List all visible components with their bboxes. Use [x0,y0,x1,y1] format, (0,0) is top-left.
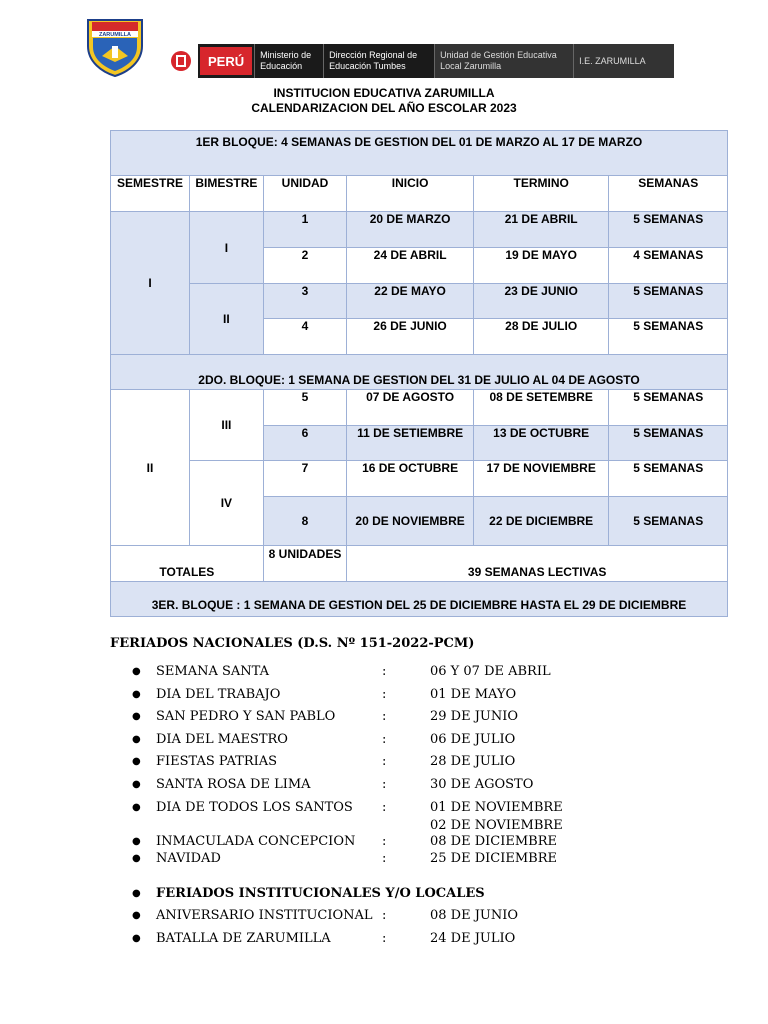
bloque-2-row: 2DO. BLOQUE: 1 SEMANA DE GESTION DEL 31 DE JULIO AL 04 DE AGOSTO [111,355,728,390]
list-item: ● SEMANA SANTA : 06 Y 07 DE ABRIL [110,661,474,684]
holiday-date: 30 DE AGOSTO [430,776,534,792]
termino-cell: 28 DE JULIO [473,319,608,355]
holiday-name: ANIVERSARIO INSTITUCIONAL [156,908,373,924]
list-item: ● INMACULADA CONCEPCION : 08 DE DICIEMBRE [132,833,557,849]
holiday-name: DIA DEL MAESTRO [156,731,288,747]
bullet-icon: ● [132,778,141,790]
holiday-date: 25 DE DICIEMBRE [430,850,557,866]
totales-semanas: 39 SEMANAS LECTIVAS [347,546,728,582]
bimestre-cell: III [190,390,264,461]
semanas-cell: 5 SEMANAS [609,426,728,461]
semestre-cell: II [111,390,190,546]
holiday-date: 28 DE JULIO [430,754,516,770]
bimestre-cell: II [190,284,264,355]
totales-unidades: 8 UNIDADES [263,546,347,582]
bloque-3-row: 3ER. BLOQUE : 1 SEMANA DE GESTION DEL 25 DE DICIEMBRE HASTA EL 29 DE DICIEMBRE [111,582,728,617]
table-row [111,284,728,319]
bullet-icon: ● [132,835,141,847]
holiday-date: 01 DE MAYO [430,686,517,702]
holiday-date: 08 DE DICIEMBRE [430,833,557,849]
bullet-icon: ● [132,756,141,768]
school-shield-logo [84,16,146,78]
holiday-date: 24 DE JULIO [430,930,516,946]
list-item: ● BATALLA DE ZARUMILLA : 24 DE JULIO [110,928,474,951]
unidad-cell: 1 [263,212,347,248]
unidad-cell: 4 [263,319,347,355]
holiday-date [430,799,563,835]
table-row [111,390,728,426]
bullet-icon: ● [132,801,141,813]
unidad-cell: 2 [263,248,347,284]
header-semestre: SEMESTRE [111,176,190,212]
termino-cell: 21 DE ABRIL [473,212,608,248]
totales-label: TOTALES [111,546,264,582]
holiday-date: 06 DE JULIO [430,731,516,747]
ie-label: I.E. ZARUMILLA [573,44,674,78]
direccion-label: Dirección Regional de Educación Tumbes [323,44,434,78]
holiday-date: 06 Y 07 DE ABRIL [430,664,551,679]
holiday-name: INMACULADA CONCEPCION [156,833,356,849]
inicio-cell: 20 DE MARZO [347,212,474,248]
termino-cell: 08 DE SETEMBRE [473,390,608,426]
bullet-icon: ● [132,711,141,723]
holiday-name: DIA DE TODOS LOS SANTOS [156,799,353,815]
semanas-cell: 5 SEMANAS [609,461,728,497]
calendar-title: CALENDARIZACION DEL AÑO ESCOLAR 2023 [251,101,517,115]
header-unidad: UNIDAD [263,176,347,212]
list-item: ● DIA DEL TRABAJO : 01 DE MAYO [110,684,474,707]
semanas-cell: 5 SEMANAS [609,390,728,426]
holiday-date: 29 DE JUNIO [430,709,519,725]
peru-label: PERÚ [200,47,252,75]
inicio-cell: 22 DE MAYO [347,284,474,319]
bullet-icon: ● [132,852,141,864]
logo-text: ZARUMILLA [98,32,132,38]
bullet-icon: ● [132,887,141,899]
list-item: ● FIESTAS PATRIAS : 28 DE JULIO [110,751,474,774]
inicio-cell: 07 DE AGOSTO [347,390,474,426]
header-inicio: INICIO [347,176,474,212]
inicio-cell: 11 DE SETIEMBRE [347,426,474,461]
termino-cell: 22 DE DICIEMBRE [473,497,608,546]
list-item: ● SAN PEDRO Y SAN PABLO : 29 DE JUNIO [110,706,474,729]
unidad-cell: 5 [263,390,347,426]
bloque-1-row: 1ER BLOQUE: 4 SEMANAS DE GESTION DEL 01 DE MARZO AL 17 DE MARZO [111,131,728,176]
list-item: ● SANTA ROSA DE LIMA : 30 DE AGOSTO [110,774,474,797]
feriados-institucionales-title: FERIADOS INSTITUCIONALES Y/O LOCALES [156,885,485,901]
unidad-cell: 7 [263,461,347,497]
semanas-cell: 5 SEMANAS [609,319,728,355]
header-banner [150,4,680,84]
bimestre-cell: I [190,212,264,284]
list-item: ● ANIVERSARIO INSTITUCIONAL : 08 DE JUNIO [110,905,474,928]
semanas-cell: 5 SEMANAS [609,284,728,319]
document-title [0,86,768,116]
bullet-icon: ● [132,910,141,922]
holiday-name: FIESTAS PATRIAS [156,754,278,770]
semanas-cell: 5 SEMANAS [609,497,728,546]
bullet-icon: ● [132,666,141,677]
government-banner [164,44,674,78]
list-item: ● NAVIDAD : 25 DE DICIEMBRE [132,850,557,866]
bullet-icon: ● [132,688,141,700]
holiday-date-1: 01 DE NOVIEMBRE [430,799,563,815]
unidad-cell: 3 [263,284,347,319]
holiday-date-2: 02 DE NOVIEMBRE [430,817,563,833]
table-row [111,461,728,497]
list-item: ● DIA DE TODOS LOS SANTOS : 01 DE NOVIEMBRE 02 DE NOVIEMBRE [110,797,474,833]
semestre-cell: I [111,212,190,355]
holiday-name: SANTA ROSA DE LIMA [156,776,311,792]
inicio-cell: 26 DE JUNIO [347,319,474,355]
ugel-label: Unidad de Gestión Educativa Local Zarumilla [434,44,573,78]
semanas-cell: 4 SEMANAS [609,248,728,284]
header-termino: TERMINO [473,176,608,212]
feriados-nacionales-title: FERIADOS NACIONALES (D.S. Nº 151-2022-PCM) [110,636,475,651]
peru-seal-icon [164,44,198,78]
bullet-icon: ● [132,733,141,745]
holiday-date: 08 DE JUNIO [430,908,519,924]
list-item: ● DIA DEL MAESTRO : 06 DE JULIO [110,729,474,752]
termino-cell: 19 DE MAYO [473,248,608,284]
termino-cell: 23 DE JUNIO [473,284,608,319]
bullet-icon: ● [132,932,141,944]
ministerio-label: Ministerio de Educación [254,44,323,78]
termino-cell: 13 DE OCTUBRE [473,426,608,461]
inicio-cell: 24 DE ABRIL [347,248,474,284]
header-semanas: SEMANAS [609,176,728,212]
institution-name: INSTITUCION EDUCATIVA ZARUMILLA [273,86,495,100]
bimestre-cell: IV [190,461,264,546]
holiday-name: SEMANA SANTA [156,664,270,679]
inicio-cell: 16 DE OCTUBRE [347,461,474,497]
calendar-table [110,130,728,617]
holiday-name: NAVIDAD [156,850,221,866]
holiday-lists [110,636,563,950]
holiday-name: DIA DEL TRABAJO [156,686,281,702]
unidad-cell: 8 [263,497,347,546]
list-item [110,883,485,906]
semanas-cell: 5 SEMANAS [609,212,728,248]
unidad-cell: 6 [263,426,347,461]
holiday-name: BATALLA DE ZARUMILLA [156,930,331,946]
table-row [111,212,728,248]
holiday-name: SAN PEDRO Y SAN PABLO [156,709,336,725]
totales-row [111,546,728,582]
header-bimestre: BIMESTRE [190,176,264,212]
termino-cell: 17 DE NOVIEMBRE [473,461,608,497]
inicio-cell: 20 DE NOVIEMBRE [347,497,474,546]
